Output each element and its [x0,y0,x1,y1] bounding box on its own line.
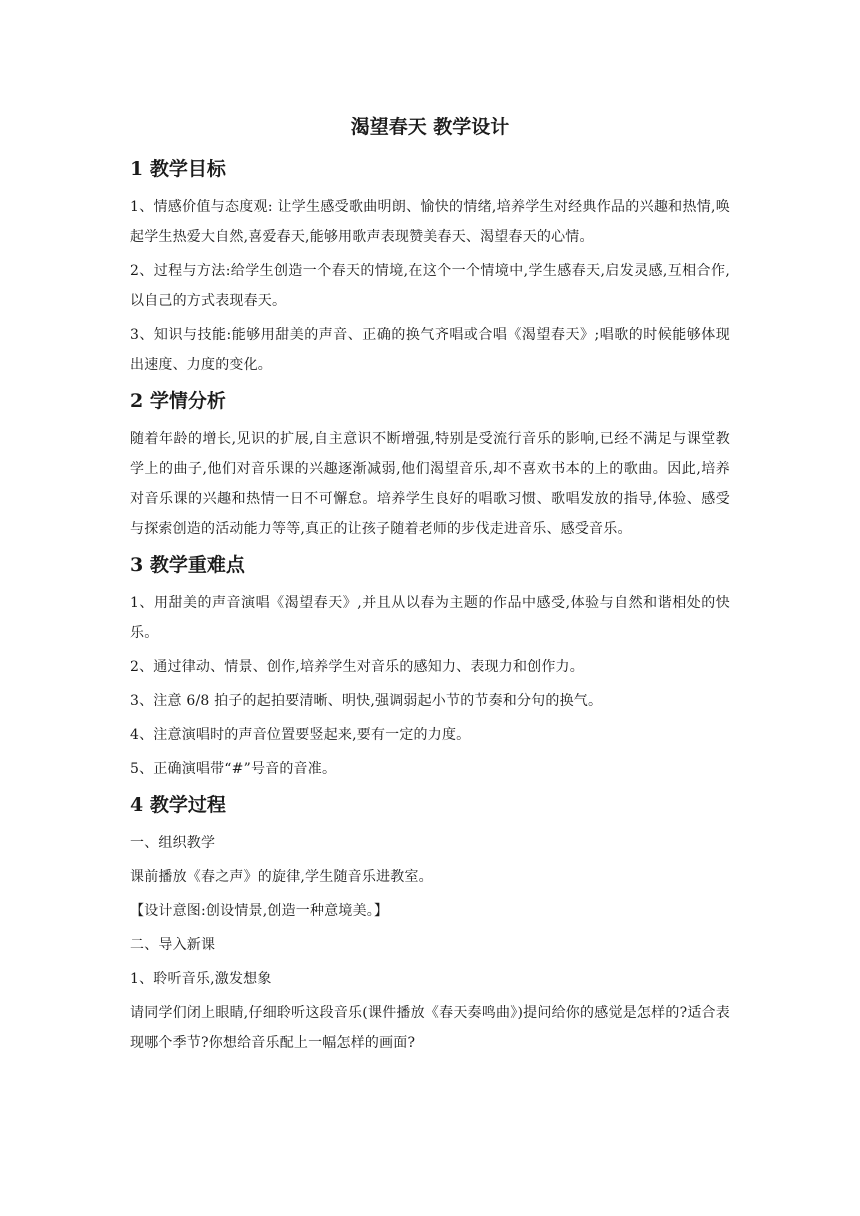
paragraph: 请同学们闭上眼睛,仔细聆听这段音乐(课件播放《春天奏鸣曲》)提问给你的感觉是怎样的?适合表现哪个季节?你想给音乐配上一幅怎样的画面? [130,1005,730,1051]
paragraph: 二、导入新课 [130,937,216,953]
paragraph: 2、过程与方法:给学生创造一个春天的情境,在这个一个情境中,学生感春天,启发灵感,互相合作,以自己的方式表现春天。 [130,263,730,309]
paragraph: 5、正确演唱带“#”号音的音准。 [130,761,337,777]
paragraph: 【设计意图:创设情景,创造一种意境美。】 [130,903,389,919]
section-heading: 4 教学过程 [130,794,226,816]
paragraph: 2、通过律动、情景、创作,培养学生对音乐的感知力、表现力和创作力。 [130,659,584,675]
section-objectives [130,154,730,380]
document-title: 渴望春天 教学设计 [350,116,510,138]
paragraph: 课前播放《春之声》的旋律,学生随音乐进教室。 [130,869,433,885]
paragraph: 1、情感价值与态度观: 让学生感受歌曲明朗、愉快的情绪,培养学生对经典作品的兴趣和热情,唤起学生热爱大自然,喜爱春天,能够用歌声表现赞美春天、渴望春天的心情。 [130,199,730,245]
section-analysis [130,386,730,544]
paragraph: 3、知识与技能:能够用甜美的声音、正确的换气齐唱或合唱《渴望春天》;唱歌的时候能够体现出速度、力度的变化。 [130,327,730,373]
section-key-points [130,550,730,784]
paragraph: 一、组织教学 [130,835,216,851]
paragraph: 1、用甜美的声音演唱《渴望春天》,并且从以春为主题的作品中感受,体验与自然和谐相处的快乐。 [130,595,730,641]
section-heading: 1 教学目标 [130,158,226,180]
section-process [130,790,730,1058]
paragraph: 4、注意演唱时的声音位置要竖起来,要有一定的力度。 [130,727,471,743]
paragraph: 随着年龄的增长,见识的扩展,自主意识不断增强,特别是受流行音乐的影响,已经不满足与课堂教学上的曲子,他们对音乐课的兴趣逐渐减弱,他们渴望音乐,却不喜欢书本的上的歌曲。因此,培养对音乐课的兴趣和热情一日不可懈怠。培养学生良好的唱歌习惯、歌唱发放的指导,体验、感受与探索创造的活动能力等等,真正的让孩子随着老师的步伐走进音乐、感受音乐。 [130,431,730,537]
paragraph: 1、聆听音乐,激发想象 [130,971,272,987]
section-heading: 2 学情分析 [130,390,226,412]
section-heading: 3 教学重难点 [130,554,245,576]
document-page [130,112,730,1064]
paragraph: 3、注意 6/8 拍子的起拍要清晰、明快,强调弱起小节的节奏和分句的换气。 [130,693,603,709]
